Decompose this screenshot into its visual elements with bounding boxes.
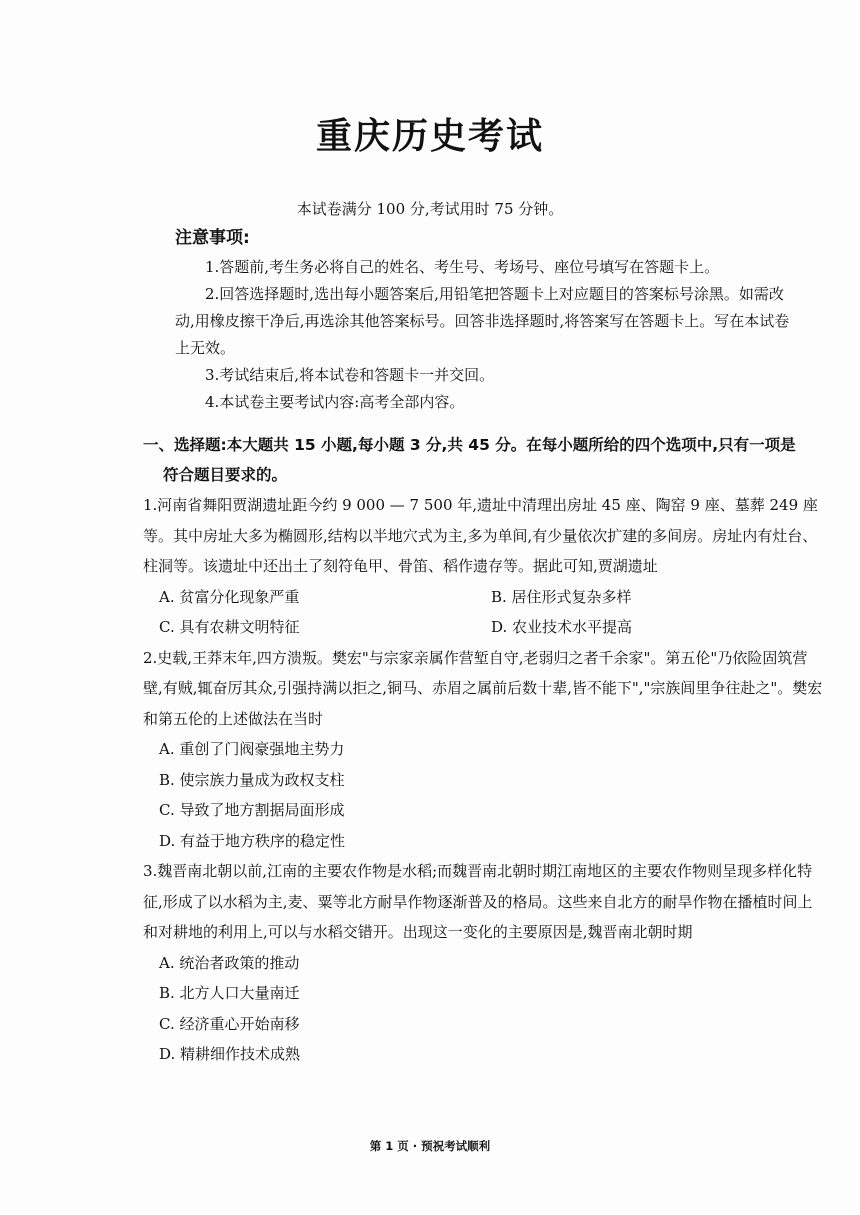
option-list — [143, 734, 823, 856]
option-c: C. 具有农耕文明特征 — [159, 618, 300, 636]
notice-item: 1.答题前,考生务必将自己的姓名、考生号、考场号、座位号填写在答题卡上。 — [205, 258, 720, 276]
notice-item: 3.考试结束后,将本试卷和答题卡一并交回。 — [205, 366, 495, 384]
notice-block — [175, 225, 795, 416]
section-heading-line: 符合题目要求的。 — [163, 466, 288, 484]
option-b: B. 使宗族力量成为政权支柱 — [159, 770, 345, 789]
notice-item: 4.本试卷主要考试内容:高考全部内容。 — [205, 393, 465, 411]
option-b: B. 居住形式复杂多样 — [491, 587, 632, 606]
notice-heading: 注意事项: — [175, 228, 250, 248]
question-stem: 3.魏晋南北朝以前,江南的主要农作物是水稻;而魏晋南北朝时期江南地区的主要农作物则呈现多样化特征,形成了以水稻为主,麦、粟等北方耐旱作物逐渐普及的格局。这些来自北方的耐旱作物在播植时间上和对耕地的利用上,可以与水稻交错开。出现这一变化的主要原因是,魏晋南北朝时期 — [143, 862, 813, 941]
option-c: C. 经济重心开始南移 — [159, 1014, 300, 1033]
question-list — [143, 490, 823, 1070]
option-a: A. 重创了门阀豪强地主势力 — [159, 740, 345, 758]
question-2 — [143, 643, 823, 857]
option-list — [143, 582, 823, 643]
question-1 — [143, 490, 823, 643]
option-d: D. 有益于地方秩序的稳定性 — [159, 831, 346, 850]
option-a: A. 统治者政策的推动 — [159, 953, 300, 972]
exam-subtitle: 本试卷满分 100 分,考试用时 75 分钟。 — [296, 200, 564, 218]
option-a: A. 贫富分化现象严重 — [159, 587, 300, 606]
question-stem: 1.河南省舞阳贾湖遗址距今约 9 000 — 7 500 年,遗址中清理出房址 45 座、陶窑 9 座、墓葬 249 座等。其中房址大多为椭圆形,结构以半地穴式为主,多为单间,有少量依次扩建的多间房。房址内有灶台、柱洞等。该遗址中还出土了刻符龟甲、骨笛、稻作遗存等。据此可知,贾湖遗址 — [143, 496, 818, 575]
option-d: D. 农业技术水平提高 — [491, 618, 633, 636]
option-list — [143, 948, 823, 1070]
section-heading-line: 一、选择题:本大题共 15 小题,每小题 3 分,共 45 分。在每小题所给的四个选项中,只有一项是 — [143, 436, 796, 454]
section-heading — [143, 430, 823, 490]
question-stem: 2.史载,王莽末年,四方溃叛。樊宏"与宗家亲属作营堑自守,老弱归之者千余家"。第五伦"乃依险固筑营壁,有贼,辄奋厉其众,引强持满以拒之,铜马、赤眉之属前后数十辈,皆不能下","宗族闾里争往赴之"。樊宏和第五伦的上述做法在当时 — [143, 648, 823, 728]
page-footer: 第 1 页 · 预祝考试顺利 — [369, 1139, 491, 1153]
option-d: D. 精耕细作技术成熟 — [159, 1045, 301, 1063]
exam-title: 重庆历史考试 — [315, 116, 544, 157]
notice-item: 2.回答选择题时,选出每小题答案后,用铅笔把答题卡上对应题目的答案标号涂黑。如需改动,用橡皮擦干净后,再选涂其他答案标号。回答非选择题时,将答案写在答题卡上。写在本试卷上无效。 — [175, 285, 790, 357]
question-3 — [143, 856, 823, 1070]
option-c: C. 导致了地方割据局面形成 — [159, 801, 345, 819]
option-b: B. 北方人口大量南迁 — [159, 984, 300, 1002]
